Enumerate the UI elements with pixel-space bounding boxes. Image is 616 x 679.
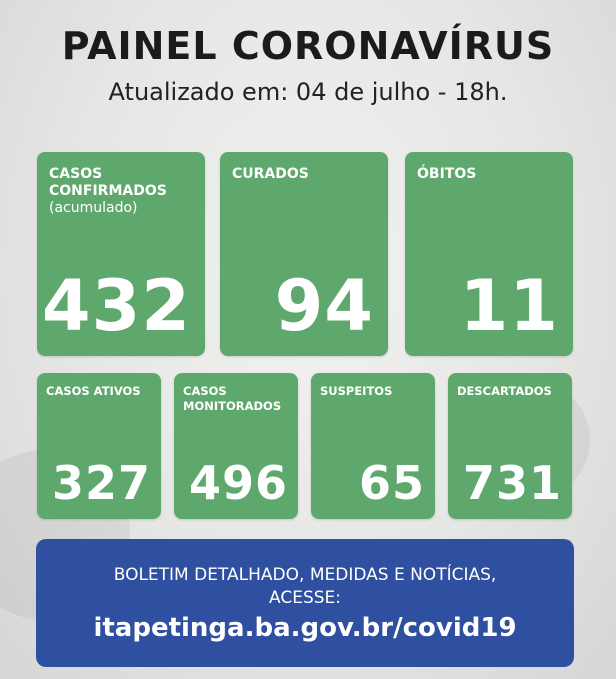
recovered-value: 94 — [274, 265, 374, 347]
card-suspected — [311, 373, 435, 519]
deaths-value: 11 — [459, 265, 559, 347]
update-date: Atualizado em: 04 de julho - 18h. — [108, 78, 508, 106]
confirmed-value: 432 — [41, 265, 191, 347]
card-confirmed-cases — [37, 152, 205, 356]
info-banner — [36, 539, 574, 667]
discarded-value: 731 — [462, 456, 562, 510]
suspected-value: 65 — [358, 456, 425, 510]
card-deaths — [405, 152, 573, 356]
recovered-label: CURADOS — [232, 166, 309, 182]
banner-line1: BOLETIM DETALHADO, MEDIDAS E NOTÍCIAS, — [113, 565, 497, 585]
monitored-value: 496 — [188, 456, 288, 510]
banner-line2: ACESSE: — [269, 588, 341, 608]
deaths-label: ÓBITOS — [417, 166, 477, 182]
monitored-label: CASOS MONITORADOS — [183, 384, 282, 413]
confirmed-sublabel: (acumulado) — [49, 200, 138, 216]
page-title: PAINEL CORONAVÍRUS — [61, 24, 555, 68]
active-value: 327 — [51, 456, 151, 510]
card-monitored-cases — [174, 373, 298, 519]
confirmed-label: CASOS CONFIRMADOS — [49, 166, 167, 199]
discarded-label: DESCARTADOS — [457, 384, 552, 398]
suspected-label: SUSPEITOS — [320, 384, 393, 398]
active-label: CASOS ATIVOS — [46, 384, 141, 398]
card-discarded — [448, 373, 572, 519]
card-label — [49, 166, 199, 217]
card-recovered — [220, 152, 388, 356]
covid-website-link[interactable]: itapetinga.ba.gov.br/covid19 — [93, 613, 517, 643]
card-active-cases — [37, 373, 161, 519]
